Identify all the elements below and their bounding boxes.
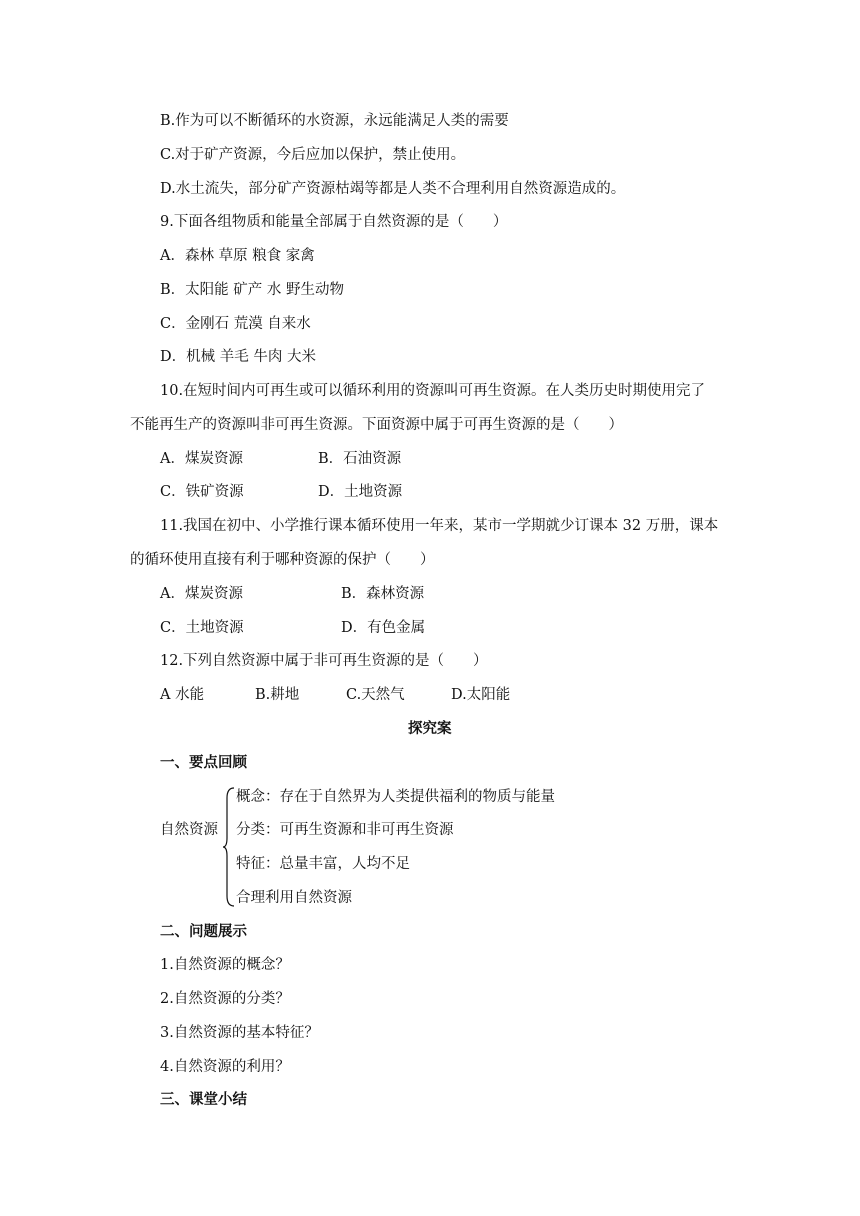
concept-map-branch-utilization: 合理利用自然资源 xyxy=(236,890,352,906)
section-title: 探究案 xyxy=(408,720,452,737)
concept-map-branch-feature: 特征：总量丰富，人均不足 xyxy=(236,856,410,872)
q11-stem-line1: 11.我国在初中、小学推行课本循环使用一年来，某市一学期就少订课本 32 万册，课本 xyxy=(160,518,719,534)
section-heading-problems: 二、问题展示 xyxy=(160,923,247,940)
q8-option-c: C.对于矿产资源，今后应加以保护，禁止使用。 xyxy=(160,147,466,163)
section-heading-review: 一、要点回顾 xyxy=(160,754,247,771)
q11-option-b: B．森林资源 xyxy=(341,586,425,602)
q12-option-c: C.天然气 xyxy=(346,687,405,703)
q12-stem: 12.下列自然资源中属于非可再生资源的是（ ） xyxy=(160,653,488,669)
section-heading-summary: 三、课堂小结 xyxy=(160,1091,247,1108)
q11-option-c: C．土地资源 xyxy=(160,620,244,636)
q11-option-d: D．有色金属 xyxy=(341,620,426,636)
q9-option-a: A．森林 草原 粮食 家禽 xyxy=(160,248,315,264)
q11-stem-line2: 的循环使用直接有利于哪种资源的保护（ ） xyxy=(130,552,435,568)
q10-option-b: B．石油资源 xyxy=(318,451,402,467)
q10-option-c: C．铁矿资源 xyxy=(160,484,244,500)
q12-option-a: A 水能 xyxy=(160,687,205,703)
q9-stem: 9.下面各组物质和能量全部属于自然资源的是（ ） xyxy=(160,214,508,230)
concept-map-branch-definition: 概念：存在于自然界为人类提供福利的物质与能量 xyxy=(236,789,555,805)
q8-option-b: B.作为可以不断循环的水资源，永远能满足人类的需要 xyxy=(160,113,509,129)
q8-option-d: D.水土流失，部分矿产资源枯竭等都是人类不合理利用自然资源造成的。 xyxy=(160,181,626,197)
concept-map-branch-classification: 分类：可再生资源和非可再生资源 xyxy=(236,822,454,838)
q11-option-a: A．煤炭资源 xyxy=(160,586,243,602)
problem-item: 2.自然资源的分类？ xyxy=(160,991,290,1007)
q12-option-d: D.太阳能 xyxy=(451,687,511,703)
q12-option-b: B.耕地 xyxy=(255,687,300,703)
problem-item: 4.自然资源的利用？ xyxy=(160,1059,290,1075)
q10-option-d: D．土地资源 xyxy=(318,484,403,500)
concept-map-root: 自然资源 xyxy=(160,822,218,838)
q9-option-d: D．机械 羊毛 牛肉 大米 xyxy=(160,349,316,365)
problem-item: 1.自然资源的概念？ xyxy=(160,957,290,973)
curly-brace-icon xyxy=(222,786,236,908)
q9-option-b: B．太阳能 矿产 水 野生动物 xyxy=(160,282,344,298)
q10-stem-line1: 10.在短时间内可再生或可以循环利用的资源叫可再生资源。在人类历史时期使用完了 xyxy=(160,383,706,399)
q10-stem-line2: 不能再生产的资源叫非可再生资源。下面资源中属于可再生资源的是（ ） xyxy=(130,417,623,433)
problem-item: 3.自然资源的基本特征？ xyxy=(160,1025,319,1041)
q10-option-a: A．煤炭资源 xyxy=(160,451,243,467)
q9-option-c: C．金刚石 荒漠 自来水 xyxy=(160,316,311,332)
